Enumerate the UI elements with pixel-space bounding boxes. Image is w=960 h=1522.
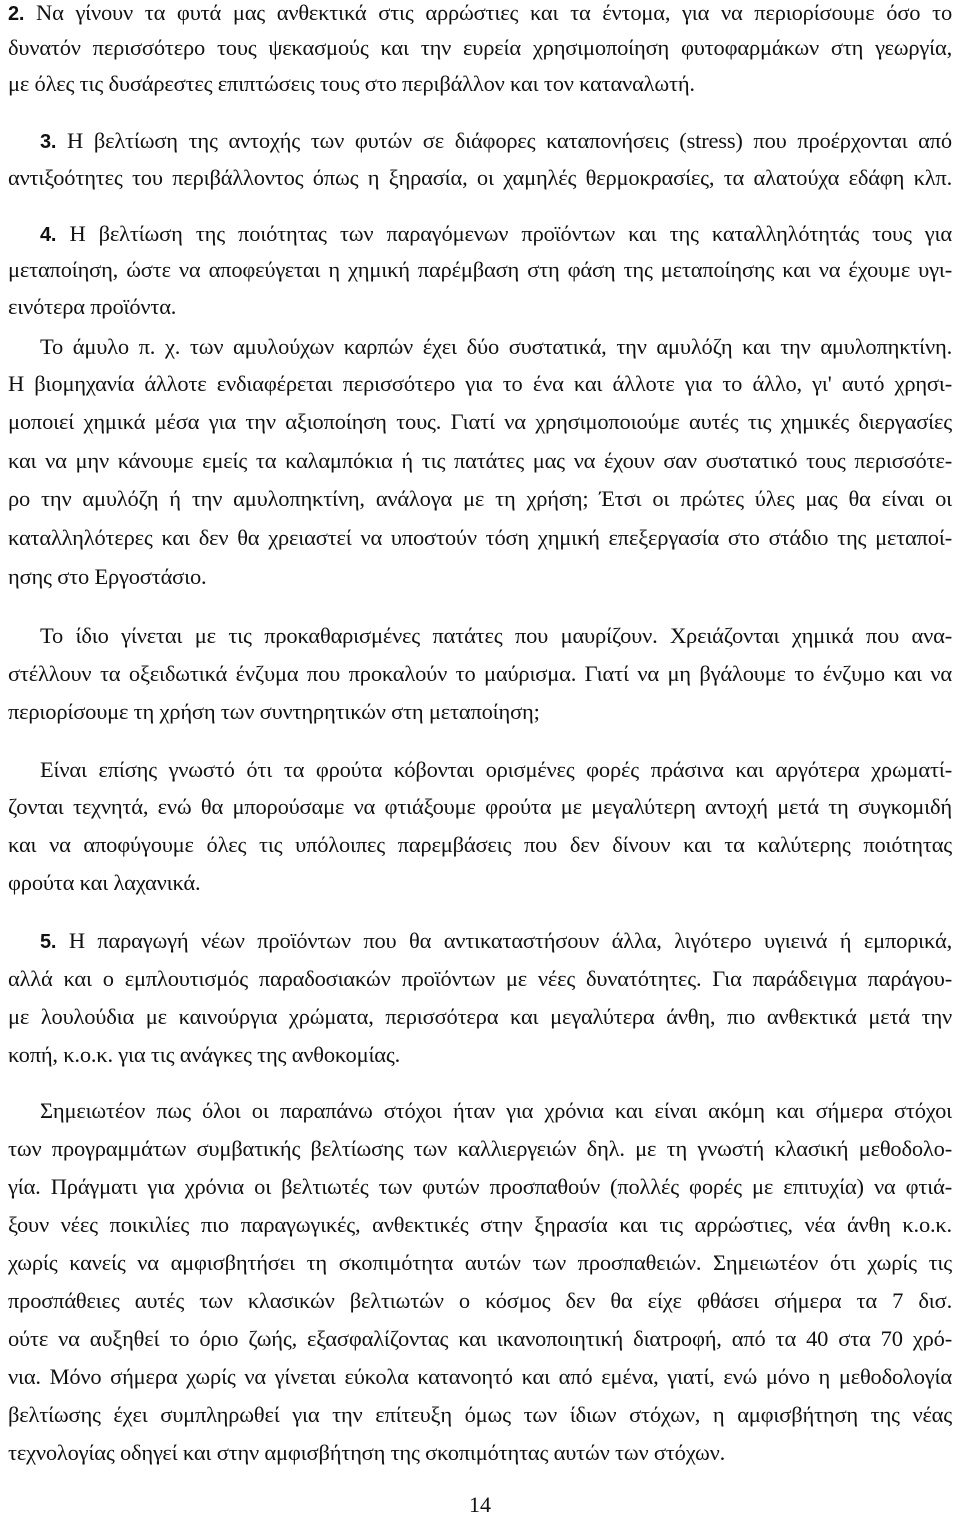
starch-paragraph-line-2: Η βιομηχανία άλλοτε ενδιαφέρεται περισσότερο για το ένα και άλλοτε για το άλλο, γι' αυτό χρησι-: [8, 371, 952, 396]
potato-paragraph-line-1: Το ίδιο γίνεται με τις προκαθαρισμένες πατάτες που μαυρίζουν. Χρειάζονται χημικά που ανα-: [40, 623, 952, 648]
paragraph-4-line-2: μεταποίηση, ώστε να αποφεύγεται η χημική παρέμβαση στη φάση της μεταποίησης και να έχουμε υγι-: [8, 257, 952, 282]
paragraph-2-line-2: δυνατόν περισσότερο τους ψεκασμούς και την ευρεία χρησιμοποίηση φυτοφαρμάκων στη γεωργία,: [8, 35, 952, 60]
starch-paragraph-line-7: ησης στο Εργοστάσιο.: [8, 564, 207, 589]
fruit-paragraph-line-2: ζονται τεχνητά, ενώ θα μπορούσαμε να φτιάξουμε φρούτα με μεγαλύτερη αντοχή μετά τη συγκομιδή: [8, 794, 952, 819]
paragraph-4-line-1: 4. Η βελτίωση της ποιότητας των παραγόμενων προϊόντων και της καταλληλότητάς τους για: [40, 221, 952, 246]
starch-paragraph-line-6: καταλληλότερες και δεν θα χρειαστεί να υποστούν τόση χημική επεξεργασία στο στάδιο της μεταποί-: [8, 525, 952, 550]
paragraph-3-line-2: αντιξοότητες του περιβάλλοντος όπως η ξηρασία, οι χαμηλές θερμοκρασίες, τα αλατούχα εδάφη κλπ.: [8, 165, 952, 190]
closing-paragraph-line-8: νια. Μόνο σήμερα χωρίς να γίνεται εύκολα κατανοητό και από εμένα, γιατί, ενώ μόνο η μεθοδολογία: [8, 1364, 952, 1389]
closing-paragraph-line-6: προσπάθειες αυτές των κλασικών βελτιωτών ο κόσμος δεν θα είχε φθάσει σήμερα τα 7 δισ.: [8, 1288, 952, 1313]
closing-paragraph-line-10: τεχνολογίας οδηγεί και στην αμφισβήτηση της σκοπιμότητας αυτών των στόχων.: [8, 1440, 725, 1465]
starch-paragraph-line-1: Το άμυλο π. χ. των αμυλούχων καρπών έχει δύο συστατικά, την αμυλόζη και την αμυλοπηκτίνη.: [40, 334, 952, 359]
closing-paragraph-line-2: των προγραμμάτων συμβατικής βελτίωσης των καλλιεργειών δηλ. με τη γνωστή κλασική μεθοδολο-: [8, 1136, 952, 1161]
potato-paragraph-line-2: στέλλουν τα οξειδωτικά ένζυμα που προκαλούν το μαύρισμα. Γιατί να μη βγάλουμε το ένζυμο και να: [8, 661, 952, 686]
item-number-3: 3.: [40, 131, 57, 153]
fruit-paragraph-line-4: φρούτα και λαχανικά.: [8, 870, 201, 895]
paragraph-5-line-4: κοπή, κ.ο.κ. για τις ανάγκες της ανθοκομίας.: [8, 1042, 401, 1067]
closing-paragraph-line-3: γία. Πράγματι για χρόνια οι βελτιωτές των φυτών προσπαθούν (πολλές φορές με επιτυχία) να φτιά-: [8, 1174, 952, 1199]
paragraph-5-line-3: με λουλούδια με καινούργια χρώματα, περισσότερα και μεγαλύτερα άνθη, πιο ανθεκτικά μετά την: [8, 1004, 952, 1029]
paragraph-5-line-2: αλλά και ο εμπλουτισμός παραδοσιακών προϊόντων με νέες δυνατότητες. Για παράδειγμα παράγου-: [8, 966, 952, 991]
page-number: 14: [469, 1492, 491, 1517]
paragraph-3-line-1: 3. Η βελτίωση της αντοχής των φυτών σε διάφορες καταπονήσεις (stress) που προέρχονται από: [40, 128, 952, 153]
paragraph-2-line-1: 2. Να γίνουν τα φυτά μας ανθεκτικά στις αρρώστιες και τα έντομα, για να περιορίσουμε όσο το: [8, 0, 952, 25]
starch-paragraph-line-5: ρο την αμυλόζη ή την αμυλοπηκτίνη, ανάλογα με τη χρήση; Έτσι οι πρώτες ύλες μας θα είναι οι: [8, 486, 952, 511]
closing-paragraph-line-7: ούτε να αυξηθεί το όριο ζωής, εξασφαλίζοντας και ικανοποιητική διατροφή, από τα 40 στα 70 χρό-: [8, 1326, 952, 1351]
item-number-2: 2.: [8, 3, 25, 25]
fruit-paragraph-line-3: και να αποφύγουμε όλες τις υπόλοιπες παρεμβάσεις που δεν δίνουν και τα καλύτερης ποιότητας: [8, 832, 952, 857]
starch-paragraph-line-3: μοποιεί χημικά μέσα για την αξιοποίηση τους. Γιατί να χρησιμοποιούμε αυτές τις χημικές διεργασίες: [8, 409, 952, 434]
closing-paragraph-line-1: Σημειωτέον πως όλοι οι παραπάνω στόχοι ήταν για χρόνια και είναι ακόμη και σήμερα στόχοι: [40, 1098, 952, 1123]
closing-paragraph-line-9: βελτίωσης έχει συμπληρωθεί για την επίτευξη όμως των ίδιων στόχων, η αμφισβήτηση της νέας: [8, 1402, 952, 1427]
item-number-5: 5.: [40, 931, 57, 953]
closing-paragraph-line-5: χωρίς κανείς να αμφισβητήσει τη σκοπιμότητα αυτών των προσπαθειών. Σημειωτέον ότι χωρίς τις: [8, 1250, 952, 1275]
item-number-4: 4.: [40, 224, 57, 246]
starch-paragraph-line-4: και να μην κάνουμε εμείς τα καλαμπόκια ή τις πατάτες μας να έχουν σαν συστατικό τους περισσότε-: [8, 448, 952, 473]
paragraph-4-line-3: εινότερα προϊόντα.: [8, 294, 177, 319]
fruit-paragraph-line-1: Είναι επίσης γνωστό ότι τα φρούτα κόβονται ορισμένες φορές πράσινα και αργότερα χρωματί-: [40, 757, 952, 782]
potato-paragraph-line-3: περιορίσουμε τη χρήση των συντηρητικών στη μεταποίηση;: [8, 699, 540, 724]
paragraph-2-line-3: με όλες τις δυσάρεστες επιπτώσεις τους στο περιβάλλον και τον καταναλωτή.: [8, 71, 695, 96]
paragraph-5-line-1: 5. Η παραγωγή νέων προϊόντων που θα αντικαταστήσουν άλλα, λιγότερο υγιεινά ή εμπορικά,: [40, 928, 952, 953]
closing-paragraph-line-4: ξουν νέες ποικιλίες πιο παραγωγικές, ανθεκτικές στην ξηρασία και τις αρρώστιες, νέα άνθη κ.ο.κ.: [8, 1212, 952, 1237]
